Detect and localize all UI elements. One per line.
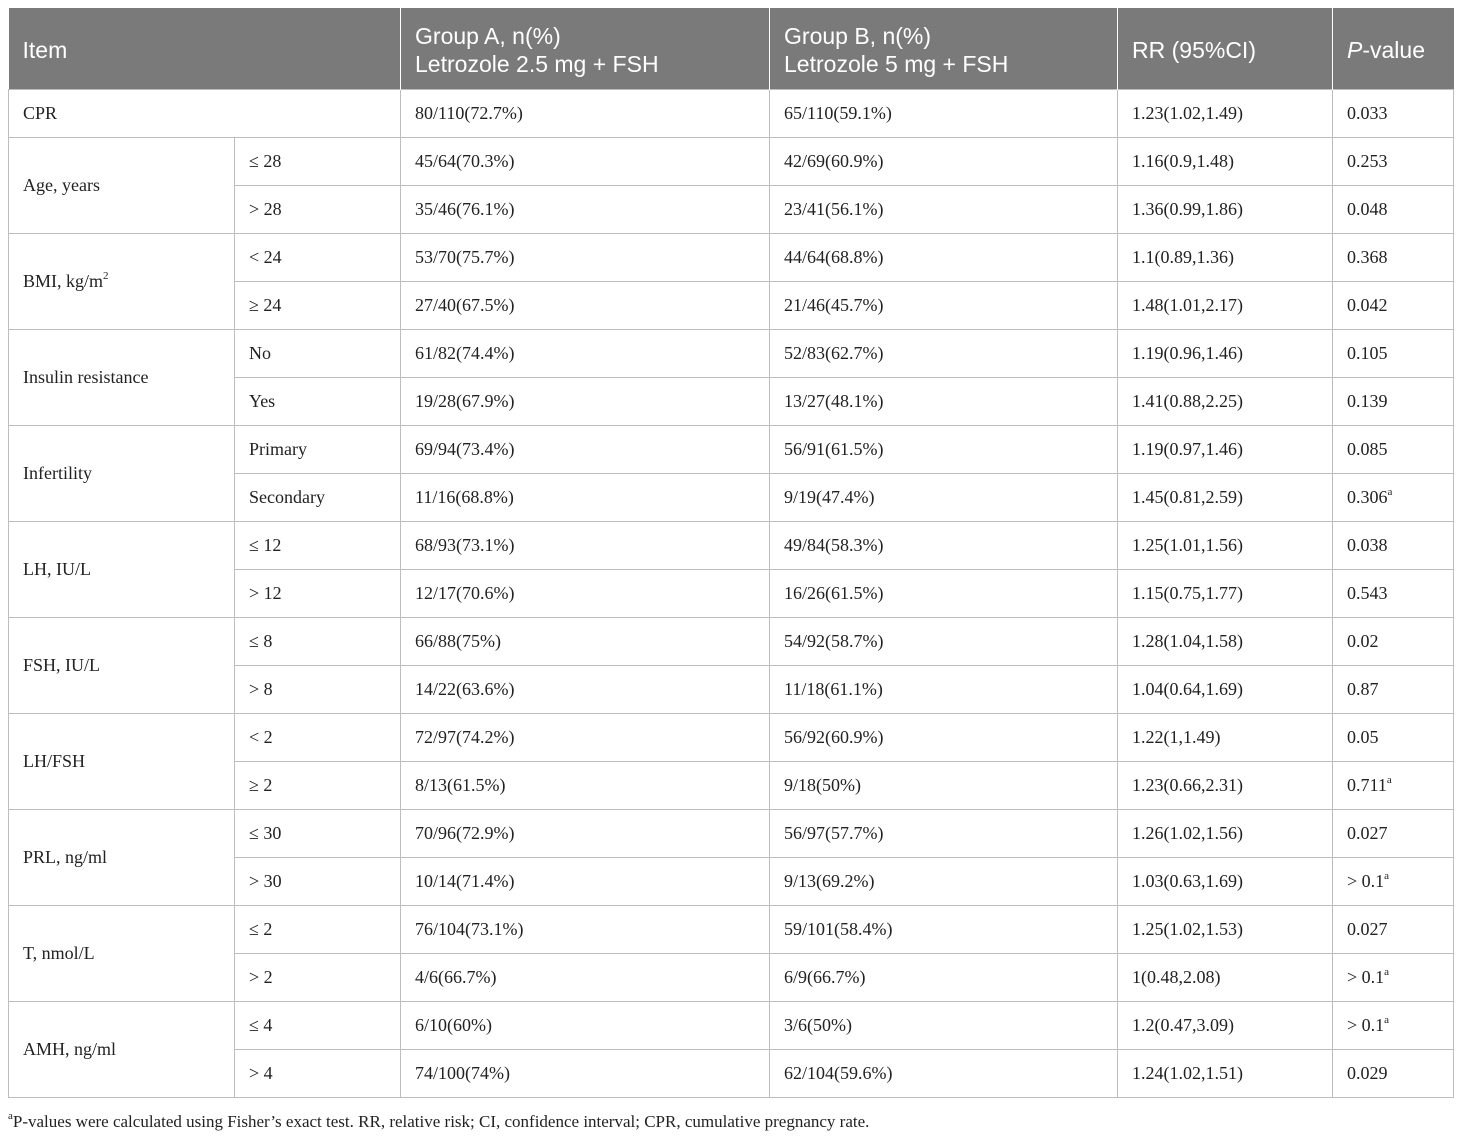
header-p-rest: -value bbox=[1362, 36, 1426, 63]
cell-rr: 1.41(0.88,2.25) bbox=[1118, 378, 1333, 426]
cell-group-b: 13/27(48.1%) bbox=[770, 378, 1118, 426]
table-row bbox=[9, 330, 1454, 378]
cell-item bbox=[9, 906, 235, 1002]
cell-item bbox=[9, 138, 235, 234]
cell-p-value bbox=[1333, 858, 1454, 906]
cell-item bbox=[9, 522, 235, 618]
cell-p-value bbox=[1333, 426, 1454, 474]
cell-group-a: 10/14(71.4%) bbox=[401, 858, 770, 906]
cell-group-b: 9/13(69.2%) bbox=[770, 858, 1118, 906]
cell-group-a: 76/104(73.1%) bbox=[401, 906, 770, 954]
cell-subgroup: ≤ 28 bbox=[235, 138, 401, 186]
cell-p-value-superscript: a bbox=[1384, 1014, 1390, 1026]
cell-p-value-superscript: a bbox=[1384, 966, 1390, 978]
cell-p-value-text: 0.042 bbox=[1347, 295, 1388, 315]
cell-p-value bbox=[1333, 714, 1454, 762]
header-group-b bbox=[770, 8, 1118, 90]
cell-p-value-text: > 0.1 bbox=[1347, 967, 1385, 987]
table-row bbox=[9, 810, 1454, 858]
cell-p-value-text: 0.027 bbox=[1347, 823, 1388, 843]
cell-p-value bbox=[1333, 810, 1454, 858]
results-table-container bbox=[8, 8, 1453, 1098]
cell-group-b: 9/19(47.4%) bbox=[770, 474, 1118, 522]
header-p-italic: P bbox=[1347, 36, 1363, 63]
table-row bbox=[9, 618, 1454, 666]
cell-p-value-text: 0.048 bbox=[1347, 199, 1388, 219]
cell-item-label: LH/FSH bbox=[23, 751, 86, 771]
cell-p-value-text: 0.543 bbox=[1347, 583, 1388, 603]
cell-p-value bbox=[1333, 474, 1454, 522]
cell-item-label: BMI, kg/m bbox=[23, 271, 104, 291]
table-header bbox=[9, 8, 1454, 90]
cell-p-value-text: 0.253 bbox=[1347, 151, 1388, 171]
cell-item bbox=[9, 426, 235, 522]
cell-rr: 1.48(1.01,2.17) bbox=[1118, 282, 1333, 330]
header-group-a-line1: Group A, n(%) bbox=[415, 22, 561, 49]
cell-group-a: 66/88(75%) bbox=[401, 618, 770, 666]
cell-item-label: Age, years bbox=[23, 175, 100, 195]
cell-rr: 1.19(0.97,1.46) bbox=[1118, 426, 1333, 474]
cell-subgroup: < 24 bbox=[235, 234, 401, 282]
cell-p-value bbox=[1333, 234, 1454, 282]
cell-p-value-text: > 0.1 bbox=[1347, 1015, 1385, 1035]
results-table bbox=[8, 8, 1454, 1098]
cell-item-label: Insulin resistance bbox=[23, 367, 149, 387]
cell-subgroup: > 12 bbox=[235, 570, 401, 618]
cell-group-b: 21/46(45.7%) bbox=[770, 282, 1118, 330]
cell-p-value-text: > 0.1 bbox=[1347, 871, 1385, 891]
cell-rr: 1.25(1.01,1.56) bbox=[1118, 522, 1333, 570]
cell-item-label: PRL, ng/ml bbox=[23, 847, 108, 867]
cell-subgroup: > 8 bbox=[235, 666, 401, 714]
cell-group-a: 4/6(66.7%) bbox=[401, 954, 770, 1002]
cell-group-a: 8/13(61.5%) bbox=[401, 762, 770, 810]
cell-group-b: 3/6(50%) bbox=[770, 1002, 1118, 1050]
cell-rr: 1.03(0.63,1.69) bbox=[1118, 858, 1333, 906]
table-row bbox=[9, 522, 1454, 570]
table-row bbox=[9, 234, 1454, 282]
cell-subgroup: > 4 bbox=[235, 1050, 401, 1098]
cell-p-value bbox=[1333, 330, 1454, 378]
cell-group-a: 12/17(70.6%) bbox=[401, 570, 770, 618]
table-footnote bbox=[8, 1112, 869, 1132]
cell-p-value-text: 0.368 bbox=[1347, 247, 1388, 267]
cell-rr: 1.19(0.96,1.46) bbox=[1118, 330, 1333, 378]
cell-group-b: 42/69(60.9%) bbox=[770, 138, 1118, 186]
cell-group-a: 45/64(70.3%) bbox=[401, 138, 770, 186]
cell-rr: 1.04(0.64,1.69) bbox=[1118, 666, 1333, 714]
cell-rr: 1.15(0.75,1.77) bbox=[1118, 570, 1333, 618]
cell-subgroup: ≤ 8 bbox=[235, 618, 401, 666]
header-p-value bbox=[1333, 8, 1454, 90]
cell-item-label: FSH, IU/L bbox=[23, 655, 101, 675]
cell-subgroup: Yes bbox=[235, 378, 401, 426]
cell-group-b: 11/18(61.1%) bbox=[770, 666, 1118, 714]
cell-group-a: 11/16(68.8%) bbox=[401, 474, 770, 522]
cell-subgroup: ≤ 12 bbox=[235, 522, 401, 570]
cell-item: CPR bbox=[9, 90, 401, 138]
header-item-label: Item bbox=[22, 36, 68, 63]
cell-p-value bbox=[1333, 378, 1454, 426]
cell-subgroup: Primary bbox=[235, 426, 401, 474]
cell-group-a: 53/70(75.7%) bbox=[401, 234, 770, 282]
cell-rr: 1.1(0.89,1.36) bbox=[1118, 234, 1333, 282]
cell-item-label: AMH, ng/ml bbox=[23, 1039, 117, 1059]
header-group-b-line2: Letrozole 5 mg + FSH bbox=[784, 50, 1009, 77]
header-group-b-line1: Group B, n(%) bbox=[784, 22, 932, 49]
header-row bbox=[9, 8, 1454, 90]
cell-group-b: 54/92(58.7%) bbox=[770, 618, 1118, 666]
cell-group-b: 52/83(62.7%) bbox=[770, 330, 1118, 378]
cell-p-value bbox=[1333, 570, 1454, 618]
cell-item bbox=[9, 714, 235, 810]
cell-group-b: 9/18(50%) bbox=[770, 762, 1118, 810]
header-group-a bbox=[401, 8, 770, 90]
cell-item bbox=[9, 330, 235, 426]
footnote-text: P-values were calculated using Fisher’s exact test. RR, relative risk; CI, confidence interval; CPR, cumulative pregnancy rate. bbox=[12, 1112, 870, 1131]
cell-p-value bbox=[1333, 186, 1454, 234]
cell-group-b: 65/110(59.1%) bbox=[770, 90, 1118, 138]
cell-group-b: 62/104(59.6%) bbox=[770, 1050, 1118, 1098]
cell-subgroup: ≥ 24 bbox=[235, 282, 401, 330]
cell-p-value bbox=[1333, 666, 1454, 714]
cell-group-a: 70/96(72.9%) bbox=[401, 810, 770, 858]
table-row bbox=[9, 906, 1454, 954]
cell-rr: 1.26(1.02,1.56) bbox=[1118, 810, 1333, 858]
header-item bbox=[9, 8, 401, 90]
cell-subgroup: Secondary bbox=[235, 474, 401, 522]
cell-rr: 1.22(1,1.49) bbox=[1118, 714, 1333, 762]
cell-group-a: 27/40(67.5%) bbox=[401, 282, 770, 330]
cell-item-label: LH, IU/L bbox=[23, 559, 91, 579]
cell-subgroup: > 28 bbox=[235, 186, 401, 234]
cell-group-b: 44/64(68.8%) bbox=[770, 234, 1118, 282]
cell-group-a: 19/28(67.9%) bbox=[401, 378, 770, 426]
cell-item-label: T, nmol/L bbox=[23, 943, 95, 963]
cell-p-value bbox=[1333, 1002, 1454, 1050]
cell-p-value bbox=[1333, 1050, 1454, 1098]
cell-p-value-text: 0.711 bbox=[1347, 775, 1387, 795]
table-row bbox=[9, 1002, 1454, 1050]
cell-group-b: 59/101(58.4%) bbox=[770, 906, 1118, 954]
cell-group-b: 56/91(61.5%) bbox=[770, 426, 1118, 474]
table-body bbox=[9, 90, 1454, 1098]
cell-p-value-superscript: a bbox=[1387, 486, 1393, 498]
table-row bbox=[9, 426, 1454, 474]
cell-rr: 1.36(0.99,1.86) bbox=[1118, 186, 1333, 234]
cell-rr: 1.2(0.47,3.09) bbox=[1118, 1002, 1333, 1050]
cell-group-b: 23/41(56.1%) bbox=[770, 186, 1118, 234]
cell-group-a: 14/22(63.6%) bbox=[401, 666, 770, 714]
cell-p-value-text: 0.05 bbox=[1347, 727, 1379, 747]
cell-item bbox=[9, 810, 235, 906]
cell-p-value bbox=[1333, 282, 1454, 330]
cell-p-value bbox=[1333, 522, 1454, 570]
cell-rr: 1.23(1.02,1.49) bbox=[1118, 90, 1333, 138]
cell-p-value bbox=[1333, 618, 1454, 666]
cell-p-value bbox=[1333, 906, 1454, 954]
cell-rr: 1.23(0.66,2.31) bbox=[1118, 762, 1333, 810]
cell-rr: 1.24(1.02,1.51) bbox=[1118, 1050, 1333, 1098]
cell-rr: 1.45(0.81,2.59) bbox=[1118, 474, 1333, 522]
cell-rr: 1.16(0.9,1.48) bbox=[1118, 138, 1333, 186]
cell-rr: 1.28(1.04,1.58) bbox=[1118, 618, 1333, 666]
cell-subgroup: ≤ 4 bbox=[235, 1002, 401, 1050]
cell-group-a: 80/110(72.7%) bbox=[401, 90, 770, 138]
cell-group-b: 6/9(66.7%) bbox=[770, 954, 1118, 1002]
cell-subgroup: > 30 bbox=[235, 858, 401, 906]
cell-subgroup: > 2 bbox=[235, 954, 401, 1002]
cell-p-value-text: 0.085 bbox=[1347, 439, 1388, 459]
table-row bbox=[9, 714, 1454, 762]
cell-group-b: 16/26(61.5%) bbox=[770, 570, 1118, 618]
cell-p-value bbox=[1333, 762, 1454, 810]
cell-group-a: 72/97(74.2%) bbox=[401, 714, 770, 762]
table-row bbox=[9, 138, 1454, 186]
cell-subgroup: ≤ 30 bbox=[235, 810, 401, 858]
cell-group-b: 56/97(57.7%) bbox=[770, 810, 1118, 858]
cell-p-value-text: 0.139 bbox=[1347, 391, 1388, 411]
cell-p-value-text: 0.105 bbox=[1347, 343, 1388, 363]
cell-group-a: 6/10(60%) bbox=[401, 1002, 770, 1050]
cell-p-value bbox=[1333, 138, 1454, 186]
cell-subgroup: ≤ 2 bbox=[235, 906, 401, 954]
cell-group-b: 49/84(58.3%) bbox=[770, 522, 1118, 570]
cell-rr: 1(0.48,2.08) bbox=[1118, 954, 1333, 1002]
cell-group-a: 61/82(74.4%) bbox=[401, 330, 770, 378]
cell-item-superscript: 2 bbox=[103, 270, 109, 282]
cell-group-a: 68/93(73.1%) bbox=[401, 522, 770, 570]
cell-p-value-text: 0.02 bbox=[1347, 631, 1379, 651]
cell-p-value-text: 0.306 bbox=[1347, 487, 1388, 507]
cell-subgroup: ≥ 2 bbox=[235, 762, 401, 810]
cell-item-label: Infertility bbox=[23, 463, 92, 483]
cell-item bbox=[9, 234, 235, 330]
cell-item bbox=[9, 1002, 235, 1098]
cell-p-value-text: 0.038 bbox=[1347, 535, 1388, 555]
cell-p-value-text: 0.029 bbox=[1347, 1063, 1388, 1083]
cell-p-value-superscript: a bbox=[1386, 774, 1392, 786]
cell-item bbox=[9, 618, 235, 714]
cell-group-a: 74/100(74%) bbox=[401, 1050, 770, 1098]
cell-subgroup: No bbox=[235, 330, 401, 378]
cell-group-a: 69/94(73.4%) bbox=[401, 426, 770, 474]
cell-subgroup: < 2 bbox=[235, 714, 401, 762]
header-group-a-line2: Letrozole 2.5 mg + FSH bbox=[415, 50, 659, 77]
cell-group-a: 35/46(76.1%) bbox=[401, 186, 770, 234]
table-row-cpr bbox=[9, 90, 1454, 138]
cell-group-b: 56/92(60.9%) bbox=[770, 714, 1118, 762]
cell-p-value: 0.033 bbox=[1333, 90, 1454, 138]
cell-p-value-text: 0.87 bbox=[1347, 679, 1379, 699]
header-rr-label: RR (95%CI) bbox=[1132, 36, 1256, 63]
cell-rr: 1.25(1.02,1.53) bbox=[1118, 906, 1333, 954]
header-rr bbox=[1118, 8, 1333, 90]
footnote-marker: a bbox=[8, 1110, 13, 1123]
cell-p-value-superscript: a bbox=[1384, 870, 1390, 882]
cell-p-value bbox=[1333, 954, 1454, 1002]
cell-p-value-text: 0.027 bbox=[1347, 919, 1388, 939]
